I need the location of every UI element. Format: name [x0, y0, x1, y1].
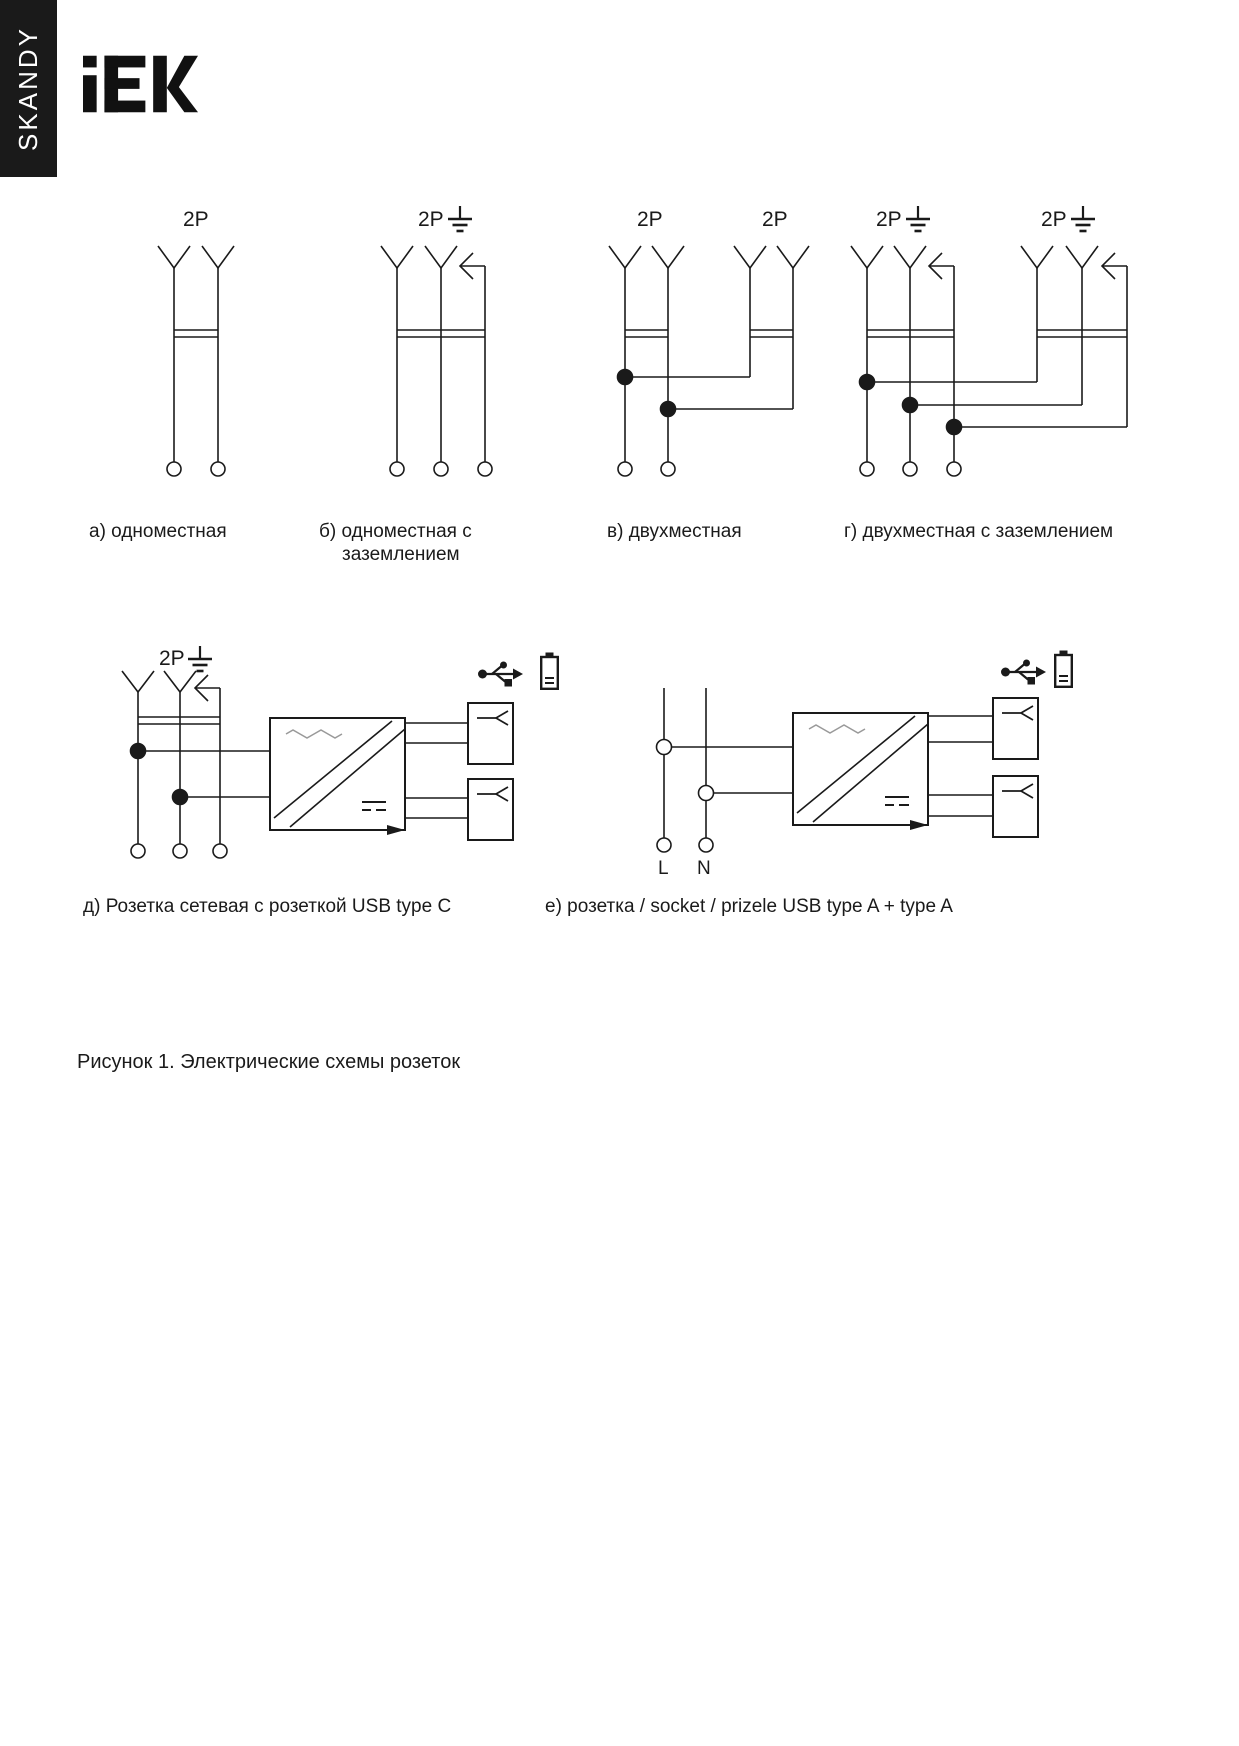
- earth-ground-icon: [448, 206, 472, 231]
- usb-icon: [478, 662, 523, 687]
- usb-outlet-box: [993, 698, 1038, 759]
- earth-ground-icon: [906, 206, 930, 231]
- battery-icon: [1055, 651, 1072, 687]
- caption-diagram-b-line1: б) одноместная с: [319, 521, 472, 542]
- usb-icon: [1001, 660, 1046, 685]
- usb-outlet-box: [468, 779, 513, 840]
- iek-logo: [83, 55, 198, 113]
- pole-label-2p: 2P: [418, 208, 444, 231]
- diagram-g-double-grounded-lineart: [851, 246, 1127, 476]
- caption-diagram-e: е) розетка / socket / prizele USB type A + type A: [545, 896, 953, 917]
- diagram-v-double-lineart: [609, 246, 809, 476]
- pole-label-2p: 2P: [637, 208, 663, 231]
- ac-dc-converter: [793, 713, 928, 830]
- terminal-label-n: N: [697, 858, 711, 879]
- caption-diagram-g: г) двухместная с заземлением: [844, 521, 1114, 542]
- usb-outlet-box: [468, 703, 513, 764]
- caption-diagram-v: в) двухместная: [607, 521, 742, 542]
- caption-diagram-a: а) одноместная: [89, 521, 227, 542]
- vertical-brand-banner: [0, 0, 57, 177]
- diagram-b-single-grounded-lineart: [381, 246, 492, 476]
- brand-name-vertical: SKANDY: [13, 26, 44, 151]
- pole-label-2p: 2P: [876, 208, 902, 231]
- earth-ground-icon: [1071, 206, 1095, 231]
- ac-dc-converter: [270, 718, 405, 835]
- figure-caption: Рисунок 1. Электрические схемы розеток: [77, 1051, 461, 1073]
- pole-label-2p: 2P: [1041, 208, 1067, 231]
- pole-label-2p: 2P: [183, 208, 209, 231]
- earth-ground-icon: [188, 646, 212, 671]
- pole-label-2p: 2P: [159, 647, 185, 670]
- diagram-a-single-lineart: [158, 246, 234, 476]
- usb-outlet-box: [993, 776, 1038, 837]
- battery-icon: [541, 653, 558, 689]
- caption-diagram-d: д) Розетка сетевая с розеткой USB type C: [83, 896, 452, 917]
- terminal-label-l: L: [658, 858, 669, 879]
- pole-label-2p: 2P: [762, 208, 788, 231]
- caption-diagram-b-line2: заземлением: [342, 544, 460, 565]
